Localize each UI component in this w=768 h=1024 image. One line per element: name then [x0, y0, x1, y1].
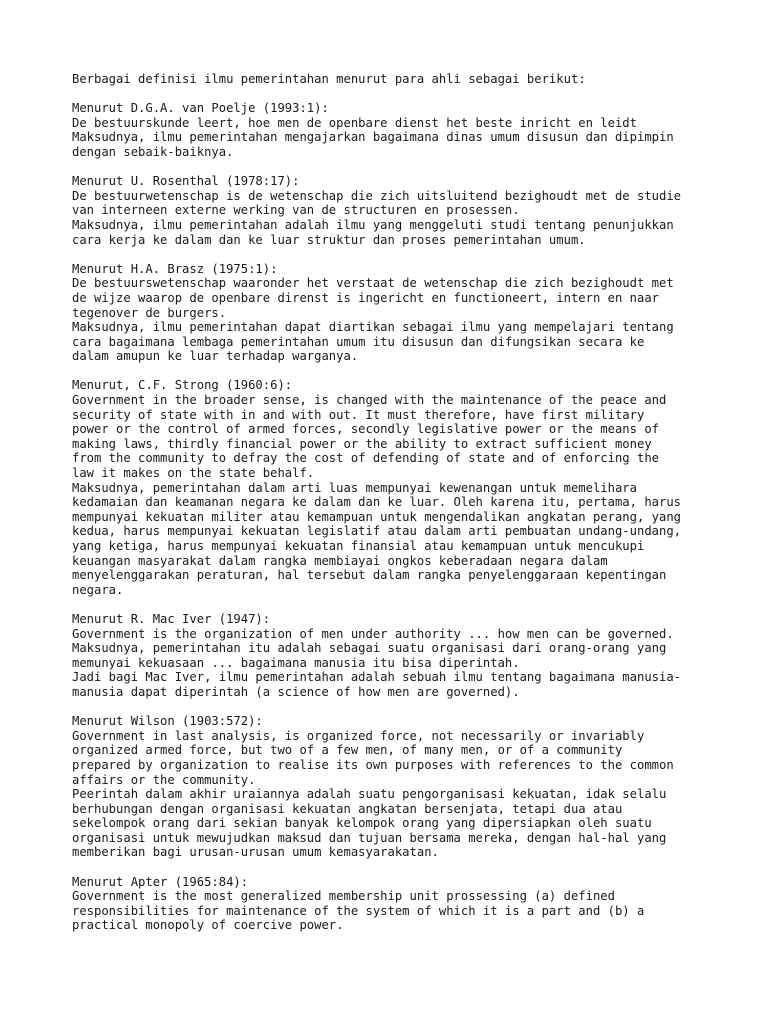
definition-text-line: dengan sebaik-baiknya.	[72, 144, 234, 159]
definition-text-line: kedamaian dan keamanan negara ke dalam dan ke luar. Oleh karena itu, pertama, harus	[72, 495, 682, 510]
document-body	[72, 72, 752, 948]
definition-heading: Menurut Apter (1965:84):	[72, 874, 249, 889]
definition-text-line: negara.	[72, 582, 124, 597]
definition-text-line: manusia dapat diperintah (a science of how men are governed).	[72, 684, 520, 699]
definition-text-line: menyelenggarakan peraturan, hal tersebut dalam rangka penyelenggaraan kepentingan	[72, 568, 667, 583]
definition-text-line: cara kerja ke dalam dan ke luar struktur dan proses pemerintahan umum.	[72, 232, 586, 247]
definition-text-line: Government is the organization of men under authority ... how men can be governed.	[72, 626, 674, 641]
definition-section	[72, 714, 752, 860]
definition-heading: Menurut, C.F. Strong (1960:6):	[72, 378, 293, 393]
definition-text-line: making laws, thirdly financial power or the ability to extract sufficient money	[72, 436, 652, 451]
definition-text-line: dalam amupun ke luar terhadap warganya.	[72, 349, 359, 364]
definition-text-line: kedua, harus mempunyai kekuatan legislatif atau dalam arti pembuatan undang-undang,	[72, 524, 682, 539]
definition-text-line: responsibilities for maintenance of the system of which it is a part and (b) a	[72, 903, 645, 918]
definition-heading: Menurut D.G.A. van Poelje (1993:1):	[72, 101, 329, 116]
definition-heading: Menurut Wilson (1903:572):	[72, 714, 263, 729]
definition-text-line: security of state with in and with out. It must therefore, have first military	[72, 407, 645, 422]
definition-text-line: cara bagaimana lembaga pemerintahan umum itu disusun dan difungsikan secara ke	[72, 334, 645, 349]
definition-text-line: Maksudnya, ilmu pemerintahan mengajarkan bagaimana dinas umum disusun dan dipimpin	[72, 130, 674, 145]
definition-text-line: De bestuurwetenschap is de wetenschap die zich uitsluitend bezighoudt met de studie	[72, 188, 682, 203]
definition-text-line: law it makes on the state behalf.	[72, 466, 315, 481]
definition-text-line: Maksudnya, pemerintahan dalam arti luas mempunyai kewenangan untuk memelihara	[72, 480, 637, 495]
definition-text-line: keuangan masyarakat dalam rangka membiayai ongkos keberadaan negara dalam	[72, 553, 608, 568]
definition-section	[72, 612, 752, 700]
definition-text-line: de wijze waarop de openbare direnst is ingericht en functioneert, intern en naar	[72, 290, 659, 305]
definition-text-line: van interneen externe werking van de structuren en prosessen.	[72, 203, 520, 218]
definition-text-line: prepared by organization to realise its own purposes with references to the common	[72, 757, 674, 772]
definition-heading: Menurut U. Rosenthal (1978:17):	[72, 174, 300, 189]
definition-text-line: De bestuurskunde leert, hoe men de openbare dienst het beste inricht en leidt	[72, 115, 637, 130]
definitions-list	[72, 101, 752, 933]
definition-text-line: Government in last analysis, is organized force, not necessarily or invariably	[72, 728, 645, 743]
definition-text-line: power or the control of armed forces, secondly legislative power or the means of	[72, 422, 659, 437]
definition-heading: Menurut R. Mac Iver (1947):	[72, 611, 271, 626]
definition-text-line: De bestuurswetenschap waaronder het verstaat de wetenschap die zich bezighoudt met	[72, 276, 674, 291]
definition-section	[72, 262, 752, 364]
definition-text-line: yang ketiga, harus mempunyai kekuatan finansial atau kemampuan untuk mencukupi	[72, 539, 645, 553]
definition-heading: Menurut H.A. Brasz (1975:1):	[72, 261, 278, 276]
definition-text-line: berhubungan dengan organisasi kekuatan angkatan bersenjata, tetapi dua atau	[72, 801, 623, 816]
definition-text-line: Maksudnya, ilmu pemerintahan dapat diartikan sebagai ilmu yang mempelajari tentang	[72, 320, 674, 335]
intro-paragraph: Berbagai definisi ilmu pemerintahan menurut para ahli sebagai berikut:	[72, 72, 586, 86]
definition-text-line: memberikan bagi urusan-urusan umum kemasyarakatan.	[72, 845, 439, 860]
definition-section	[72, 378, 752, 597]
definition-section	[72, 875, 752, 933]
definition-section	[72, 101, 752, 159]
definition-text-line: affairs or the community.	[72, 772, 256, 787]
definition-text-line: organisasi untuk mewujudkan maksud dan tujuan bersama mereka, dengan hal-hal yang	[72, 830, 667, 845]
definition-text-line: from the community to defray the cost of defending of state and of enforcing the	[72, 451, 659, 466]
definition-text-line: sekelompok orang dari sekian banyak kelompok orang yang dipersiapkan oleh suatu	[72, 816, 652, 831]
definition-text-line: memunyai kekuasaan ... bagaimana manusia itu bisa diperintah.	[72, 655, 520, 670]
definition-text-line: organized armed force, but two of a few men, of many men, or of a community	[72, 743, 623, 758]
definition-text-line: mempunyai kekuatan militer atau kemampuan untuk mengendalikan angkatan perang, yang	[72, 509, 682, 524]
definition-text-line: Peerintah dalam akhir uraiannya adalah suatu pengorganisasi kekuatan, idak selalu	[72, 787, 667, 802]
definition-text-line: Government is the most generalized membership unit prossessing (a) defined	[72, 889, 615, 904]
definition-text-line: Maksudnya, pemerintahan itu adalah sebagai suatu organisasi dari orang-orang yang	[72, 641, 667, 656]
definition-text-line: Maksudnya, ilmu pemerintahan adalah ilmu yang menggeluti studi tentang penunjukkan	[72, 217, 674, 232]
definition-text-line: Government in the broader sense, is changed with the maintenance of the peace and	[72, 393, 667, 408]
definition-section	[72, 174, 752, 247]
definition-text-line: tegenover de burgers.	[72, 305, 227, 320]
definition-text-line: practical monopoly of coercive power.	[72, 918, 344, 933]
definition-text-line: Jadi bagi Mac Iver, ilmu pemerintahan adalah sebuah ilmu tentang bagaimana manusia-	[72, 670, 682, 685]
